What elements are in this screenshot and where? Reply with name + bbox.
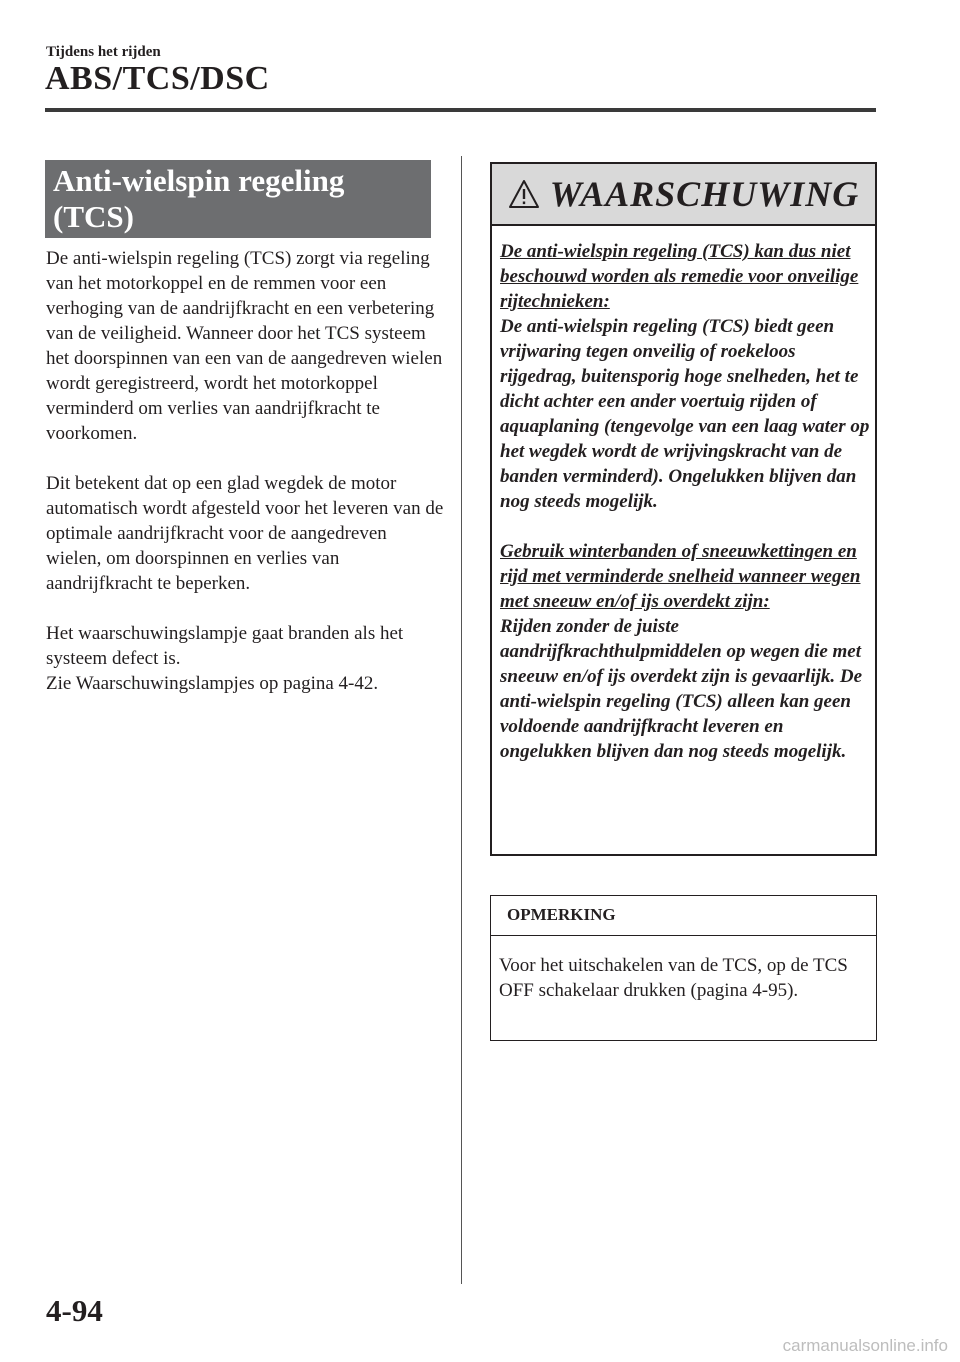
- warning-light-text: Het waarschuwingslampje gaat branden als het systeem defect is.: [46, 623, 404, 669]
- paragraph-tcs-intro: De anti-wielspin regeling (TCS) zorgt via regeling van het motorkoppel en de remmen voor een verhoging van de aandrijfkracht en een verbetering van de veiligheid. Wanneer door het TCS systeem het doorspinnen van een van de aangedreven wielen wordt geregistreerd, wordt het motorkoppel verminderd om verlies van aandrijfkracht te voorkomen.: [46, 248, 443, 444]
- note-title: OPMERKING: [491, 896, 876, 936]
- warning-heading-driving: De anti-wielspin regeling (TCS) kan dus niet beschouwd worden als remedie voor onveilige rijtechnieken:: [500, 241, 859, 312]
- warning-text-driving: De anti-wielspin regeling (TCS) biedt geen vrijwaring tegen onveilig of roekeloos rijgedrag, buitensporig hoge snelheden, het te dicht achter een ander voertuig rijden of aquaplaning (tengevolge van een laag water op het wegdek wordt de wrijvingskracht van de banden verminderd). Ongelukken blijven dan nog steeds mogelijk.: [500, 316, 870, 512]
- paragraph-slippery-road: Dit betekent dat op een glad wegdek de motor automatisch wordt afgesteld voor het leveren van de optimale aandrijfkracht voor de aangedreven wielen, om doorspinnen en verlies van aandrijfkracht te beperken.: [46, 473, 444, 594]
- paragraph-warning-light: [46, 621, 446, 696]
- page-number: 4-94: [46, 1293, 103, 1328]
- warning-title: WAARSCHUWING: [549, 174, 860, 214]
- watermark: carmanualsonline.info: [782, 1336, 948, 1355]
- warning-body: [492, 226, 875, 764]
- header-rule: [45, 108, 876, 112]
- warning-text-winter: Rijden zonder de juiste aandrijfkrachthulpmiddelen op wegen die met sneeuw en/of ijs overdekt zijn is gevaarlijk. De anti-wielspin regeling (TCS) alleen kan geen voldoende aandrijfkracht leveren en ongelukken blijven dan nog steeds mogelijk.: [500, 616, 863, 762]
- warning-box: [490, 162, 877, 856]
- section-heading-line1: Anti-wielspin regeling: [53, 163, 345, 198]
- note-text: Voor het uitschakelen van de TCS, op de TCS OFF schakelaar drukken (pagina 4-95).: [499, 955, 848, 1001]
- warning-heading-winter: Gebruik winterbanden of sneeuwkettingen en rijd met verminderde snelheid wanneer wegen met sneeuw en/of ijs overdekt zijn:: [500, 541, 861, 612]
- section-heading-line2: (TCS): [53, 199, 134, 234]
- warning-triangle-icon: [508, 179, 540, 209]
- warning-header: [492, 164, 875, 226]
- section-label: Tijdens het rijden: [46, 44, 161, 60]
- note-box: [490, 895, 877, 1041]
- main-body: [46, 246, 446, 696]
- column-divider: [461, 156, 462, 1284]
- section-heading: [45, 160, 431, 238]
- chapter-title: ABS/TCS/DSC: [45, 60, 270, 97]
- warning-light-reference: Zie Waarschuwingslampjes op pagina 4-42.: [46, 673, 379, 694]
